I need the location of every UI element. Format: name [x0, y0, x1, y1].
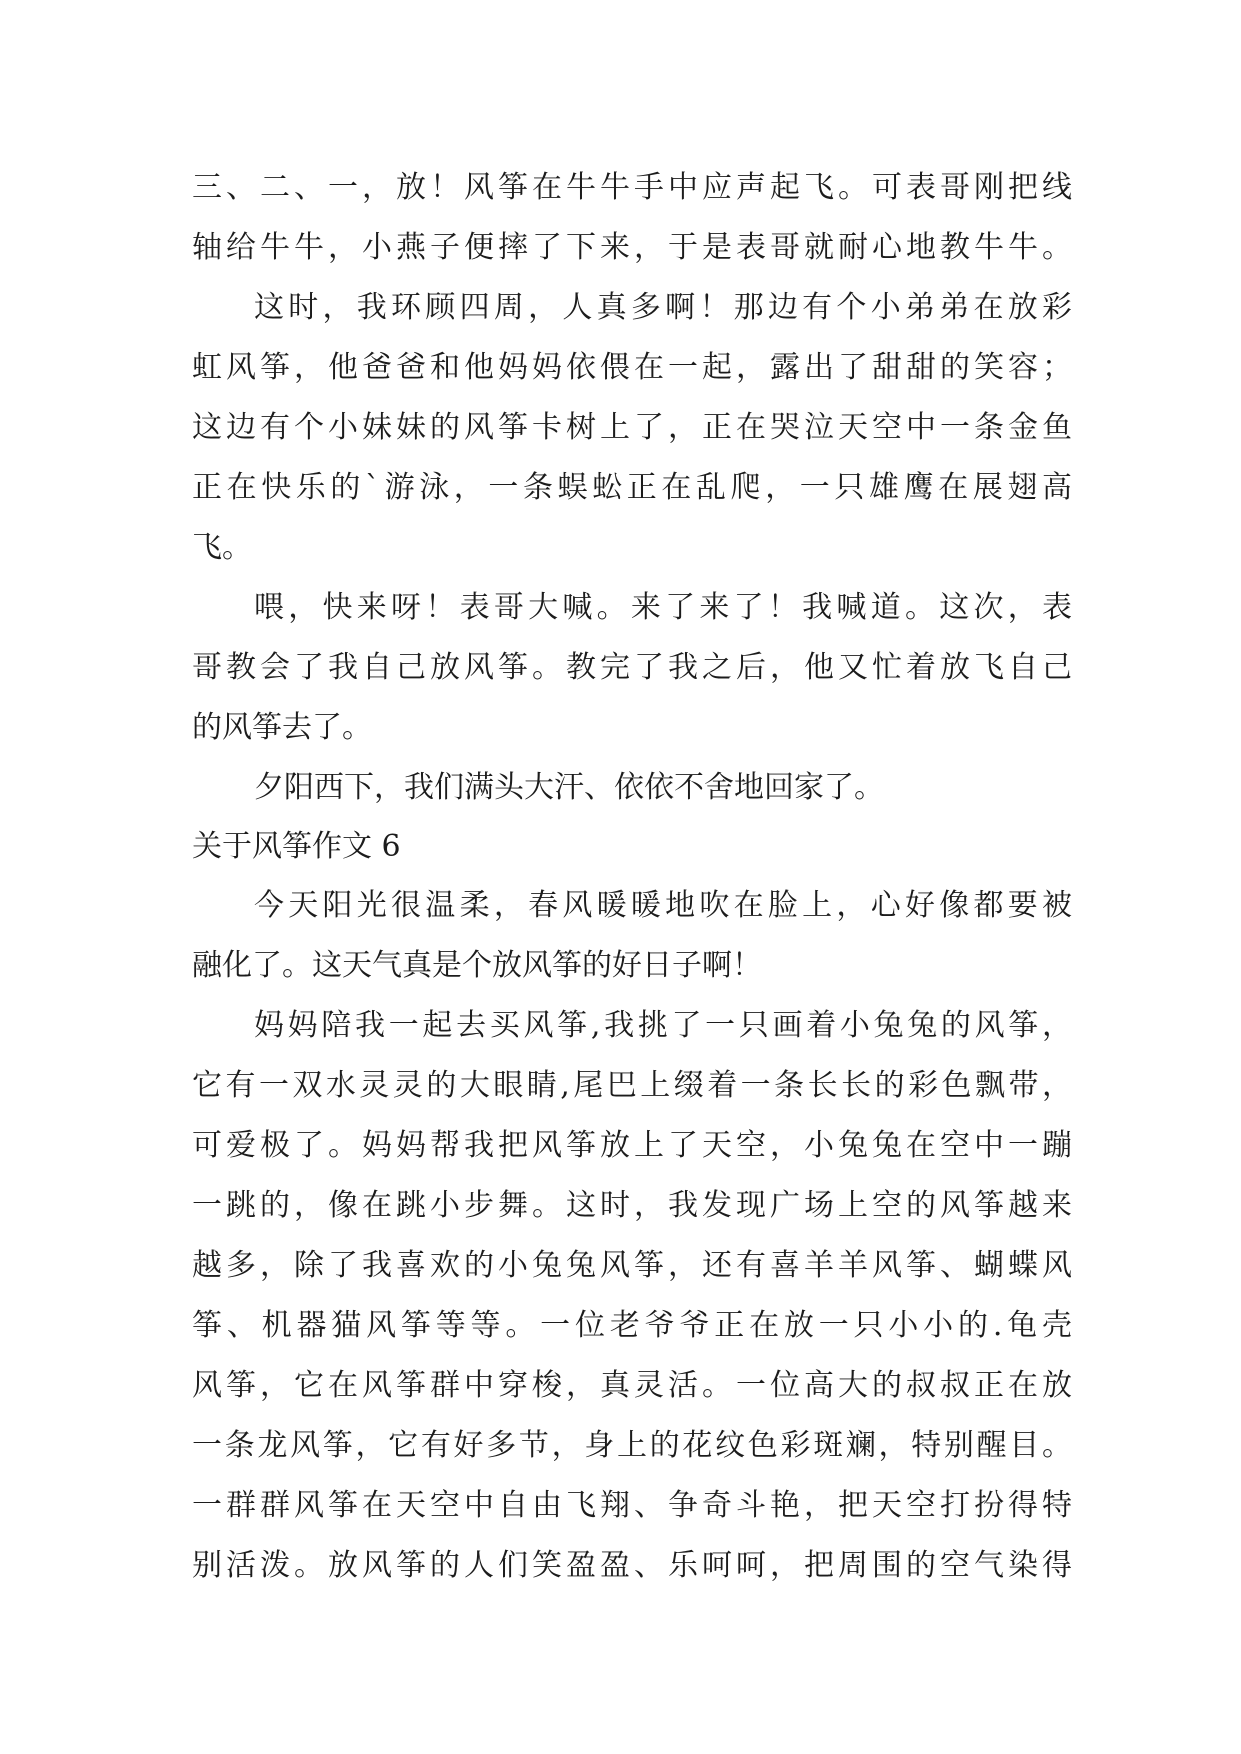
- text-line: 飞。: [192, 530, 252, 565]
- text-line: 喂，快来呀！表哥大喊。来了来了！我喊道。这次，表: [254, 590, 1072, 625]
- text-line: 别活泼。放风筝的人们笑盈盈、乐呵呵，把周围的空气染得: [192, 1548, 1072, 1583]
- text-line: 筝、机器猫风筝等等。一位老爷爷正在放一只小小的.龟壳: [192, 1308, 1072, 1343]
- text-line: 一条龙风筝，它有好多节，身上的花纹色彩斑斓，特别醒目。: [192, 1428, 1072, 1463]
- text-line: 一群群风筝在天空中自由飞翔、争奇斗艳，把天空打扮得特: [192, 1488, 1072, 1523]
- text-line: 三、二、一，放！风筝在牛牛手中应声起飞。可表哥刚把线: [192, 170, 1072, 205]
- text-line: 的风筝去了。: [192, 710, 372, 745]
- text-line: 越多，除了我喜欢的小兔兔风筝，还有喜羊羊风筝、蝴蝶风: [192, 1248, 1072, 1283]
- text-line: 哥教会了我自己放风筝。教完了我之后，他又忙着放飞自己: [192, 650, 1072, 685]
- text-line: 它有一双水灵灵的大眼睛,尾巴上缀着一条长长的彩色飘带，: [192, 1068, 1072, 1103]
- text-line: 风筝，它在风筝群中穿梭，真灵活。一位高大的叔叔正在放: [192, 1368, 1072, 1403]
- text-line: 今天阳光很温柔，春风暖暖地吹在脸上，心好像都要被: [254, 888, 1072, 923]
- text-line: 妈妈陪我一起去买风筝,我挑了一只画着小兔兔的风筝，: [254, 1008, 1072, 1043]
- text-line: 可爱极了。妈妈帮我把风筝放上了天空，小兔兔在空中一蹦: [192, 1128, 1072, 1163]
- essay-body: [192, 158, 1072, 1596]
- text-line: 轴给牛牛，小燕子便摔了下来，于是表哥就耐心地教牛牛。: [192, 230, 1072, 265]
- text-line: 虹风筝，他爸爸和他妈妈依偎在一起，露出了甜甜的笑容；: [192, 350, 1072, 385]
- text-line: 夕阳西下，我们满头大汗、依依不舍地回家了。: [254, 770, 884, 805]
- text-line: 这时，我环顾四周，人真多啊！那边有个小弟弟在放彩: [254, 290, 1072, 325]
- text-line: 一跳的，像在跳小步舞。这时，我发现广场上空的风筝越来: [192, 1188, 1072, 1223]
- section-heading: 关于风筝作文 6: [192, 829, 401, 864]
- text-line: 融化了。这天气真是个放风筝的好日子啊！: [192, 948, 762, 983]
- text-line: 这边有个小妹妹的风筝卡树上了，正在哭泣天空中一条金鱼: [192, 410, 1072, 445]
- text-line: 正在快乐的`游泳，一条蜈蚣正在乱爬，一只雄鹰在展翅高: [192, 470, 1072, 505]
